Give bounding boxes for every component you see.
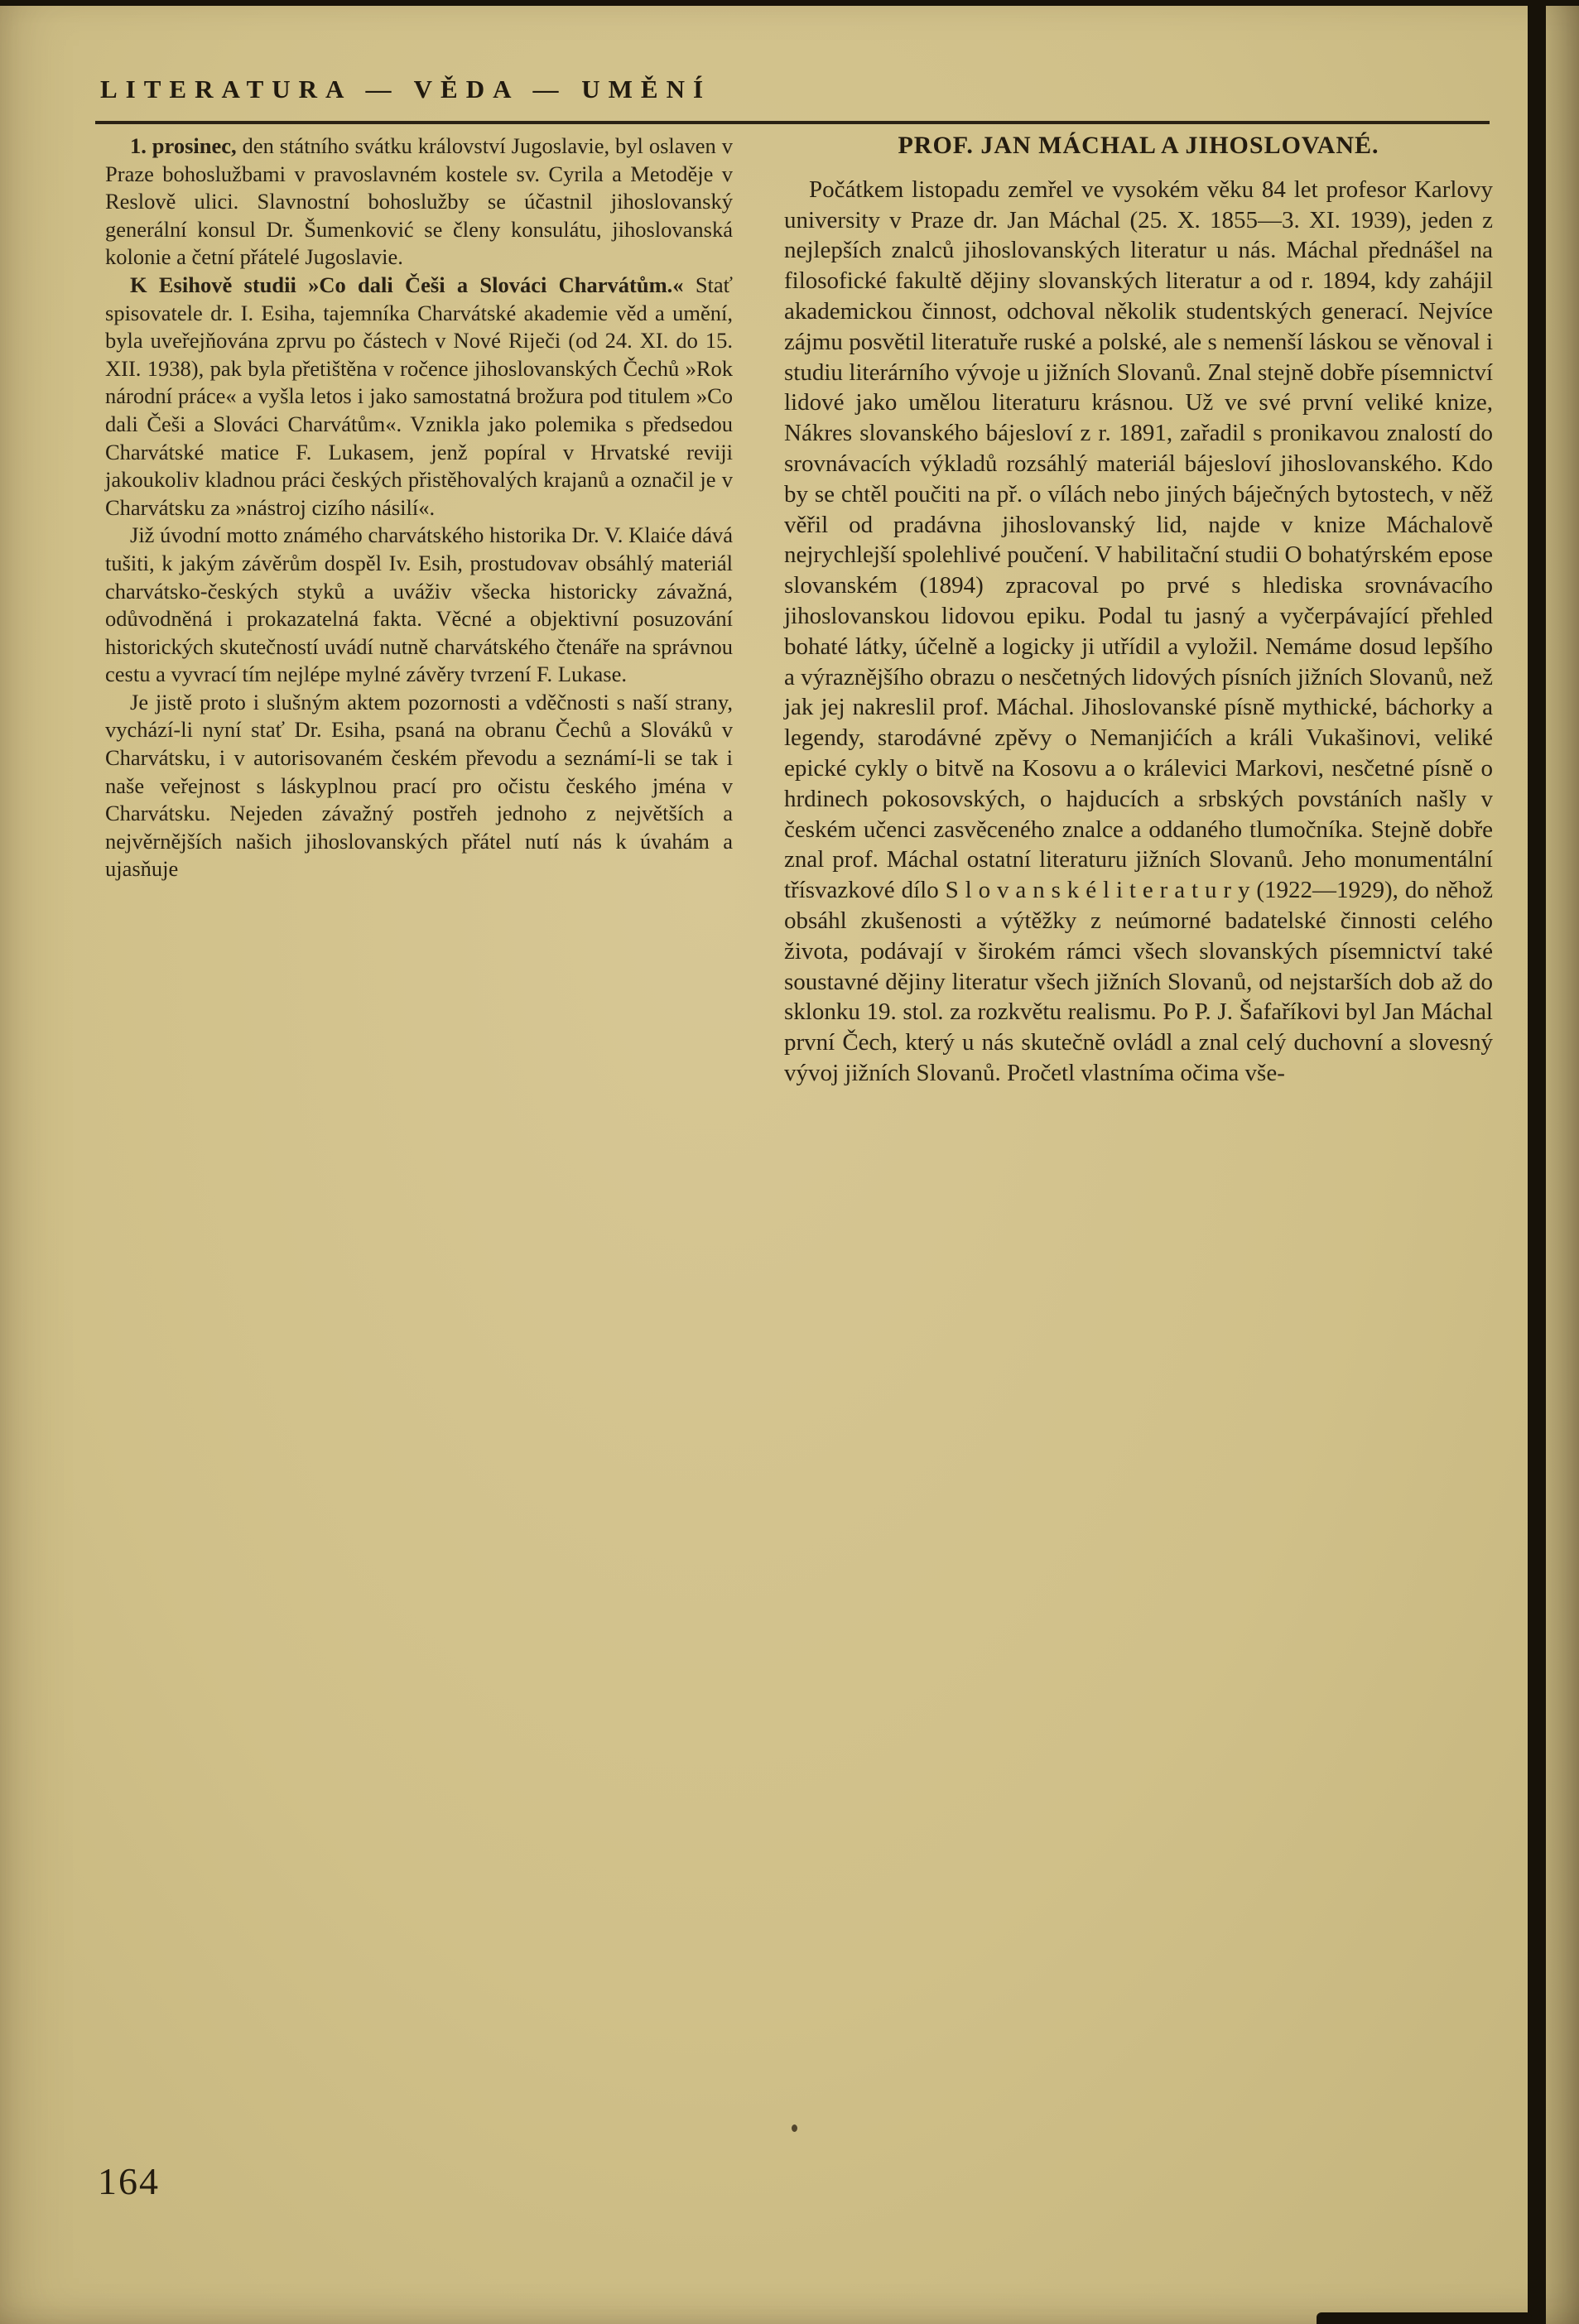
- right-column: [784, 131, 1493, 1089]
- paragraph: [105, 272, 733, 522]
- scan-edge-top: [0, 0, 1579, 6]
- scan-smudge-bottom: [1317, 2312, 1532, 2324]
- ink-speck: [792, 2124, 797, 2132]
- paragraph-lead: K Esihově studii »Co dali Češi a Slováci Charvátům.«: [130, 272, 684, 297]
- scan-edge-right: [1546, 0, 1579, 2324]
- paragraph: [105, 522, 733, 689]
- article-title: PROF. JAN MÁCHAL A JIHOSLOVANÉ.: [898, 132, 1379, 159]
- paragraph-lead: 1. prosinec,: [130, 133, 237, 158]
- paragraph: [105, 689, 733, 883]
- page-number: 164: [98, 2160, 160, 2202]
- paragraph: [105, 132, 733, 272]
- paragraph-text: Stať spisovatele dr. I. Esiha, tajemníka Charvátské akademie věd a umění, byla uveřejňována zprvu po částech v Nové Riječi (od 24. XI. do 15. XII. 1938), pak byla přetištěna v ročence jihoslovanských Čechů »Rok národní práce« a vyšla letos i jako samostatná brožura pod titulem »Co dali Češi a Slováci Charvátům«. Vznikla jako polemika s předsedou Charvátské matice F. Lukasem, jenž popíral v Hrvatské reviji jakoukoliv kladnou práci českých přistěhovalých krajanů a označil je v Charvátsku za »nástroj cizího násilí«.: [105, 272, 734, 520]
- paragraph-text: den státního svátku království Jugoslavie, byl oslaven v Praze bohoslužbami v pravoslavném kostele sv. Cyrila a Metoděje v Reslově ulici. Slavnostní bohoslužby se účastnil jihoslovanský generální konsul Dr. Šumenković se členy konsulátu, jihoslovanská kolonie a četní přátelé Jugoslavie.: [105, 133, 733, 270]
- page-header: LITERATURA — VĚDA — UMĚNÍ: [100, 75, 712, 103]
- paragraph-text: Je jistě proto i slušným aktem pozornosti a vděčnosti s naší strany, vychází-li nyní stať Dr. Esiha, psaná na obranu Čechů a Slováků v Charvátsku, i v autorisovaném českém převodu a seznámí-li se tak i naše veřejnost s láskyplnou prací pro očistu českého jména v Charvátsku. Nejeden závažný postřeh jednoho z největších a nejvěrnějších našich jihoslovanských přátel nutí nás k úvahám a ujasňuje: [105, 689, 733, 882]
- paragraph-text: Počátkem listopadu zemřel ve vysokém věku 84 let profesor Karlovy university v Praze dr. Jan Máchal (25. X. 1855—3. XI. 1939), jeden z nejlepších znalců jihoslovanských literatur u nás. Máchal přednášel na filosofické fakultě dějiny slovanských literatur a od r. 1894, kdy zahájil akademickou činnost, odchoval několik studentských generací. Nejvíce zájmu posvětil literatuře ruské a polské, ale s nemenší láskou se věnoval i studiu literárního vývoje u jižních Slovanů. Znal stejně dobře písemnictví lidové jako umělou literaturu krásnou. Už ve své první veliké knize, Nákres slovanského bájesloví z r. 1891, zařadil s pronikavou znalostí do srovnávacích výkladů rozsáhlý materiál bájesloví jihoslovanského. Kdo by se chtěl poučiti na př. o vílách nebo jiných báječných bytostech, v něž věřil od pradávna jihoslovanský lid, najde v knize Máchalově nejrychlejší spolehlivé poučení. V habilitační studii O bohatýrském epose slovanském (1894) zpracoval po prvé s hlediska srovnávacího jihoslovanskou lidovou epiku. Podal tu jasný a vyčerpávající přehled bohaté látky, účelně a logicky ji utřídil a vyložil. Nemáme dosud lepšího a výraznějšího obrazu o nesčetných lidových písních jižních Slovanů, než jak jej nakreslil prof. Máchal. Jihoslovanské písně mythické, báchorky a legendy, starodávné zpěvy o Nemanjićích a králi Vukašinovi, veliké epické cykly o bitvě na Kosovu a o králevici Markovi, nesčetné písně o hrdinech pokosovských, o hajducích a srbských povstáních našly v českém učenci zasvěceného znalce a oddaného tlumočníka. Stejně dobře znal prof. Máchal ostatní literaturu jižních Slovanů. Jeho monumentální třísvazkové dílo S l o v a n s k é l i t e r a t u r y (1922—1929), do něhož obsáhl zkušenosti a výtěžky z neúmorné badatelské činnosti celého života, podávají v širokém rámci všech slovanských písemnictví také soustavné dějiny literatur všech jižních Slovanů, od nejstarších dob až do sklonku 19. stol. za rozkvětu realismu. Po P. J. Šafaříkovi byl Jan Máchal první Čech, který u nás skutečně ovládl a znal celý duchovní a slovesný vývoj jižních Slovanů. Pročetl vlastníma očima vše-: [784, 176, 1493, 1086]
- header-rule: [95, 121, 1490, 124]
- paragraph-text: Již úvodní motto známého charvátského historika Dr. V. Klaiće dává tušiti, k jakým závěrům dospěl Iv. Esih, prostudovav obsáhlý materiál charvátsko-českých styků a uváživ všecka historicky závažná, odůvodněná i prokazatelná fakta. Věcné a objektivní posuzování historických skutečností uvádí nutně charvátského čtenáře na správnou cestu a vyvrací tím nejlépe mylné závěry tvrzení F. Lukase.: [105, 522, 733, 687]
- left-column: [105, 132, 733, 883]
- paragraph: [784, 175, 1493, 1089]
- scan-bar-right: [1528, 0, 1546, 2324]
